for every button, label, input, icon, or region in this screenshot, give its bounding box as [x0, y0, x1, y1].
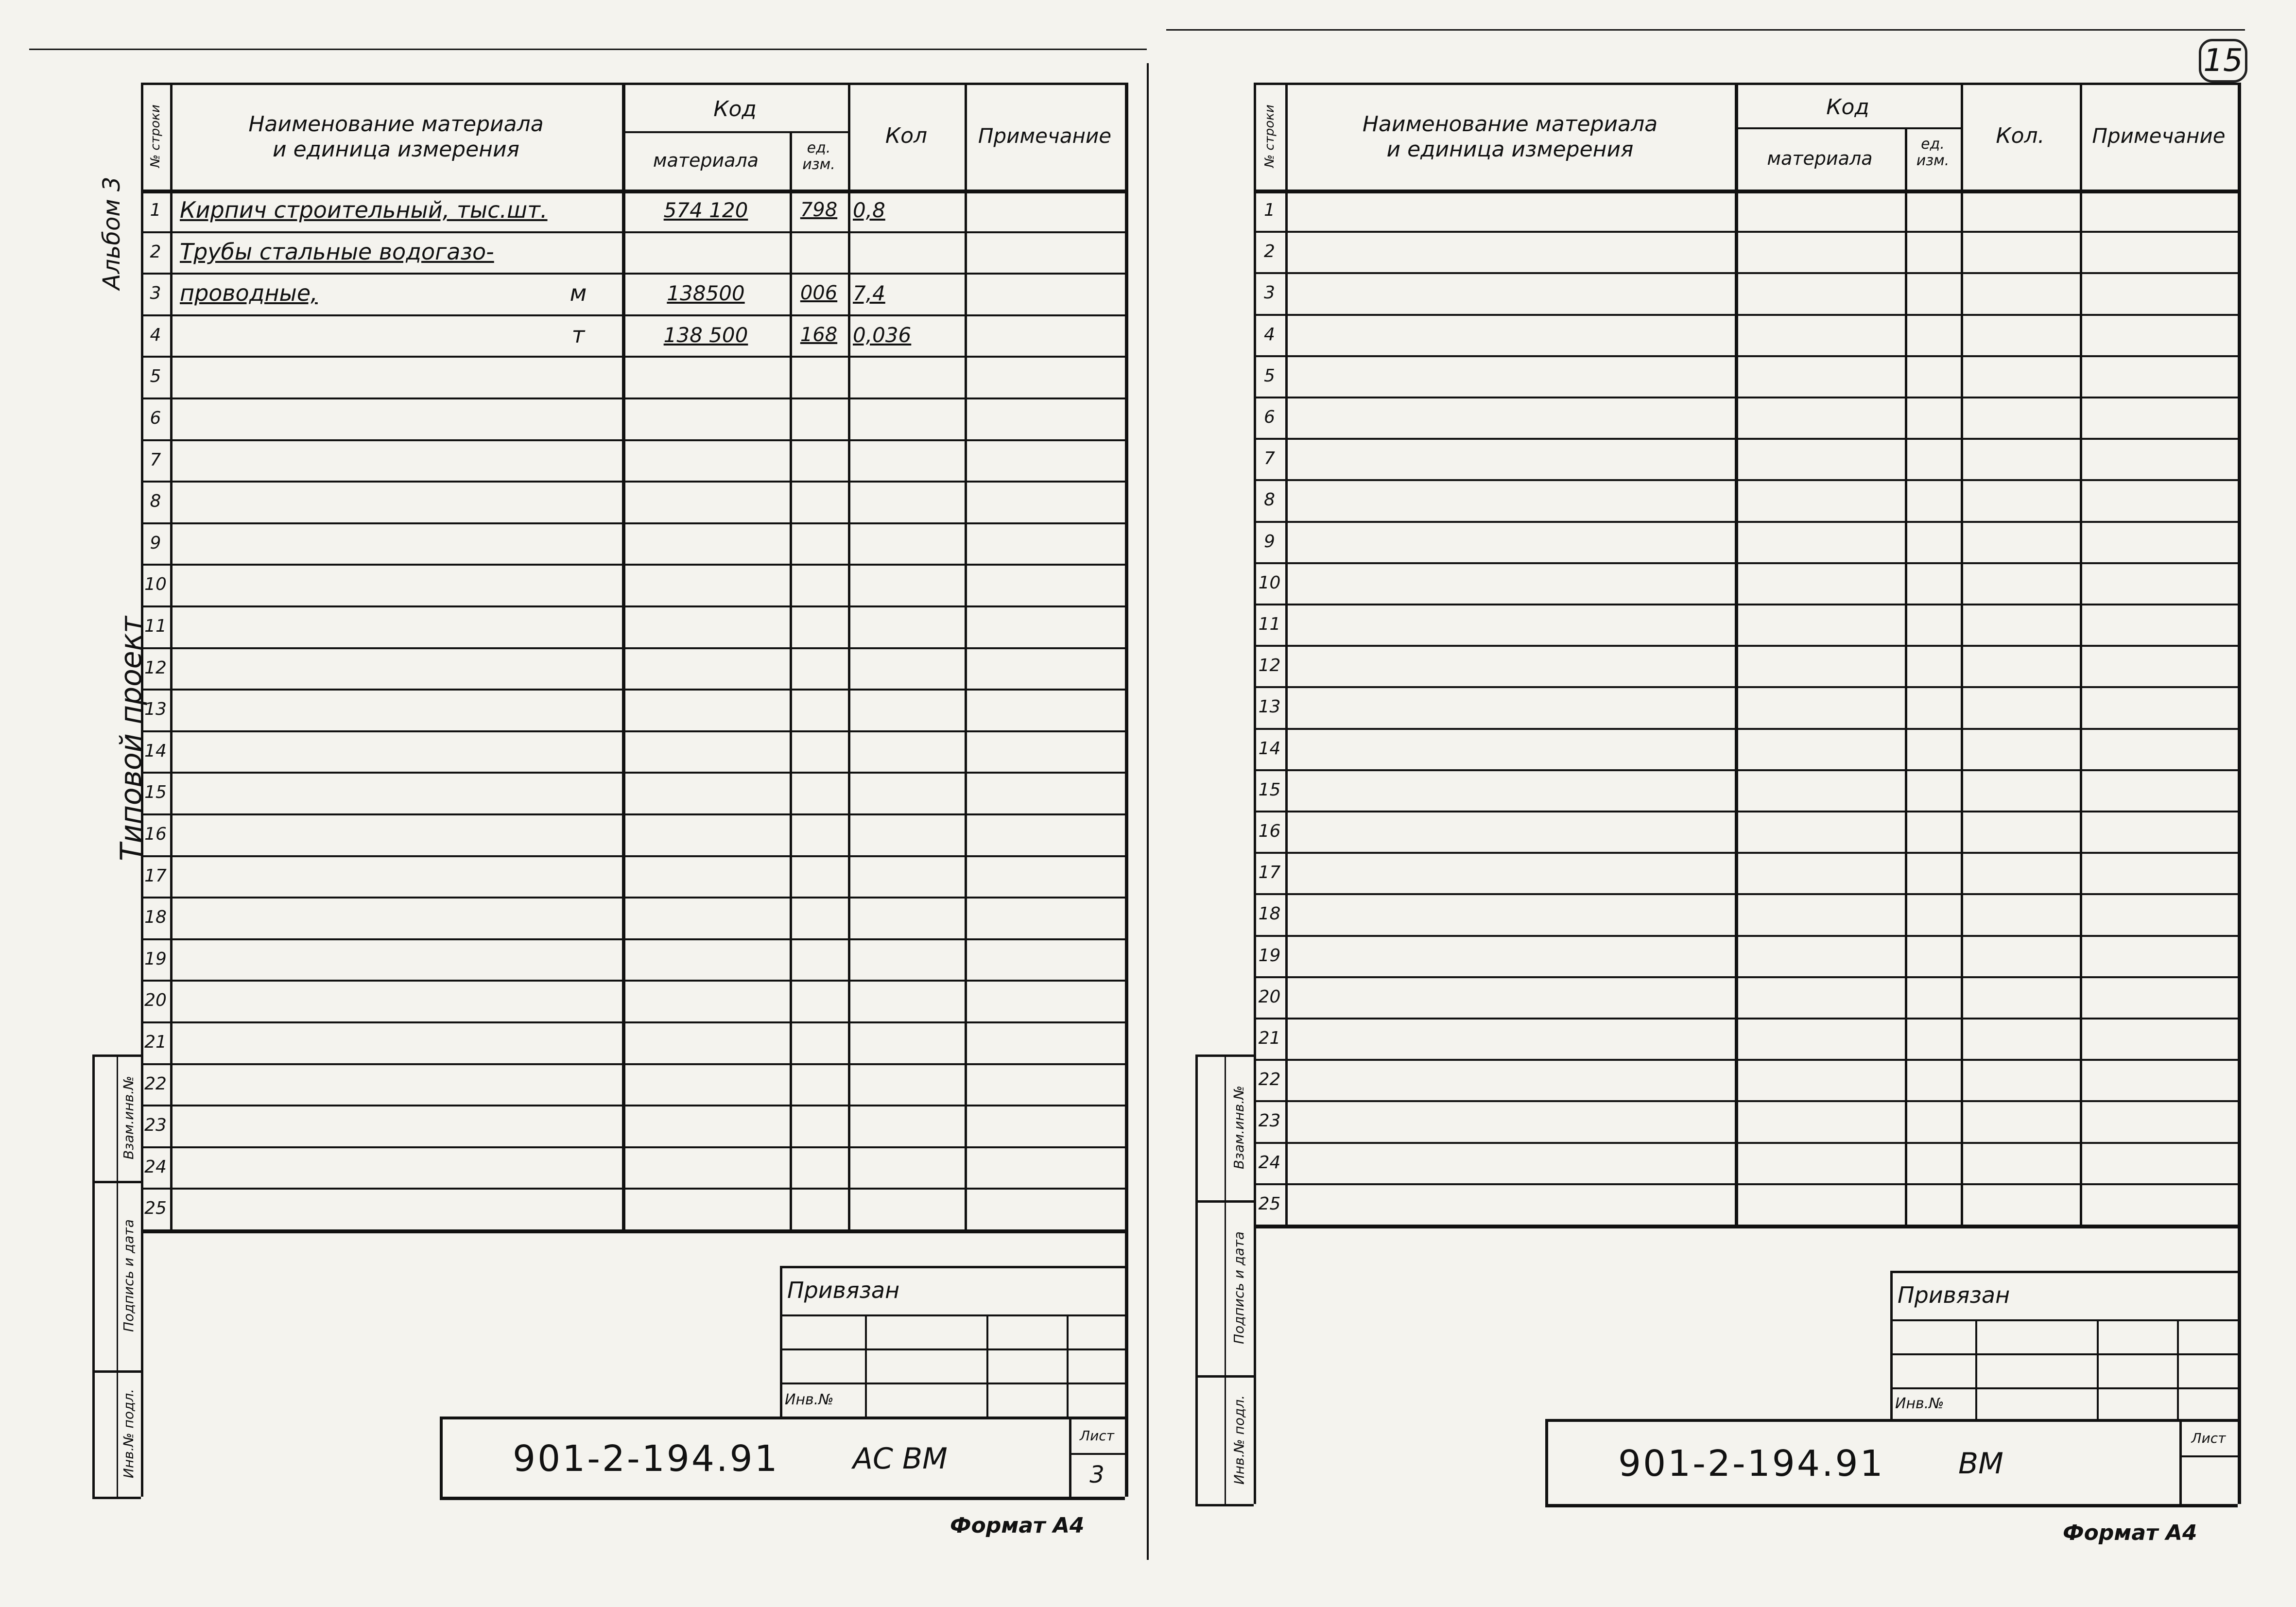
row-number: 17: [144, 865, 167, 886]
album-label: Альбом 3: [98, 176, 125, 290]
stamp-inv-original-label: Инв.№ подл.: [121, 1388, 137, 1479]
privyazan-label: Привязан: [1898, 1282, 2010, 1308]
row-number: 5: [1264, 365, 1275, 386]
row-line: [1254, 1018, 2238, 1019]
stamp-vzam-inv-label: Взам.инв.№: [121, 1075, 137, 1160]
row-number: 23: [144, 1115, 167, 1136]
column-divider: [1735, 83, 1738, 1225]
row-number: 14: [1258, 738, 1281, 759]
row-line: [141, 605, 1125, 607]
row-line: [141, 772, 1125, 774]
row-line: [141, 1188, 1125, 1190]
row-line: [1254, 1142, 2238, 1144]
row-number: 22: [1258, 1070, 1281, 1090]
row-line: [1254, 355, 2238, 357]
row-number: 13: [144, 699, 167, 720]
row-number: 18: [144, 907, 167, 928]
row-number: 25: [1258, 1193, 1281, 1214]
row-number: 4: [1264, 324, 1275, 345]
header-code-material: материала: [1767, 148, 1873, 169]
row-line: [1254, 976, 2238, 978]
document-mark: АС ВМ: [853, 1442, 948, 1476]
stamp-line: [986, 1314, 988, 1417]
row-number: 10: [144, 574, 167, 595]
row-line: [141, 855, 1125, 857]
row-material-name: проводные,: [180, 280, 318, 307]
row-material-name: Кирпич строительный, тыс.шт.: [180, 197, 548, 223]
right-sheet: [1157, 0, 2296, 1607]
row-unit-code: 798: [800, 199, 838, 221]
row-unit-code: 168: [800, 323, 838, 346]
row-number: 1: [1264, 200, 1275, 220]
row-material-code: 138500: [667, 281, 745, 306]
header-code-unit: ед. изм.: [802, 139, 835, 173]
stamp-line: [780, 1266, 1125, 1268]
row-number: 6: [150, 408, 161, 428]
row-line: [1254, 645, 2238, 647]
row-number: 10: [1258, 572, 1281, 593]
row-line: [141, 522, 1125, 524]
row-number: 21: [144, 1032, 167, 1052]
row-line: [1254, 314, 2238, 316]
row-material-name: Трубы стальные водогазо-: [180, 238, 494, 265]
stamp-bottom-line: [440, 1497, 1125, 1500]
row-number: 15: [144, 782, 167, 803]
row-line: [141, 564, 1125, 566]
stamp-bottom-line: [1545, 1504, 2238, 1507]
stamp-line: [2179, 1455, 2238, 1457]
stamp-inv-original-label: Инв.№ подл.: [1231, 1395, 1247, 1485]
row-number: 2: [150, 242, 161, 262]
row-line: [1254, 1183, 2238, 1185]
row-number: 6: [1264, 407, 1275, 427]
document-mark: ВМ: [1958, 1447, 2003, 1481]
inv-no-label: Инв.№: [1895, 1395, 1944, 1412]
stamp-signature-date-label: Подпись и дата: [1231, 1231, 1247, 1344]
row-line: [141, 938, 1125, 940]
stamp-strip-line: [92, 1497, 141, 1499]
header-name: Наименование материала и единица измерения: [248, 112, 544, 162]
row-line: [141, 730, 1125, 732]
row-line: [141, 439, 1125, 441]
stamp-line: [440, 1417, 443, 1497]
column-divider: [1285, 83, 1288, 1225]
header-name: Наименование материала и единица измерения: [1362, 112, 1658, 162]
row-line: [141, 1021, 1125, 1023]
stamp-strip-border: [1195, 1054, 1198, 1504]
sheet-label: Лист: [2191, 1430, 2226, 1446]
stamp-line: [1890, 1353, 2238, 1355]
row-line: [141, 397, 1125, 399]
column-divider: [170, 83, 173, 1229]
row-number: 5: [150, 366, 161, 387]
row-line: [1254, 397, 2238, 398]
row-line: [1254, 935, 2238, 937]
column-divider: [622, 83, 625, 1229]
stamp-line: [1545, 1419, 2238, 1422]
format-label: Формат А4: [2063, 1521, 2197, 1545]
stamp-strip-line: [1225, 1054, 1226, 1504]
row-number: 3: [1264, 283, 1275, 303]
stamp-line: [2177, 1319, 2179, 1419]
stamp-vzam-inv-label: Взам.инв.№: [1231, 1085, 1247, 1170]
document-code: 901-2-194.91: [513, 1438, 779, 1480]
row-number: 16: [1258, 821, 1281, 841]
page-number: 15: [2199, 39, 2247, 83]
row-material-code: 138 500: [663, 323, 748, 347]
row-number: 11: [144, 616, 167, 636]
header-code-unit: ед. изм.: [1916, 136, 1950, 169]
row-number: 1: [150, 200, 161, 220]
header-code-material: материала: [653, 150, 759, 171]
header-row-number: № строки: [148, 104, 163, 168]
row-line: [141, 689, 1125, 691]
row-number: 23: [1258, 1111, 1281, 1131]
row-line: [1254, 604, 2238, 605]
project-label: Типовой проект: [114, 616, 148, 861]
row-number: 21: [1258, 1028, 1281, 1048]
row-number: 20: [1258, 986, 1281, 1007]
row-line: [141, 356, 1125, 358]
row-line: [141, 897, 1125, 899]
table-border-right: [1125, 83, 1128, 1497]
stamp-strip-border: [92, 1054, 95, 1497]
privyazan-label: Привязан: [787, 1277, 900, 1303]
row-number: 20: [144, 990, 167, 1011]
stamp-line: [1890, 1271, 1893, 1419]
row-line: [1254, 231, 2238, 233]
row-line: [141, 1229, 1125, 1233]
row-number: 12: [1258, 656, 1281, 676]
row-number: 19: [144, 949, 167, 969]
stamp-line: [1890, 1319, 2238, 1321]
stamp-line: [1067, 1314, 1069, 1417]
header-bottom-line: [1254, 190, 2238, 193]
stamp-line: [780, 1348, 1125, 1350]
row-line: [1254, 1225, 2238, 1228]
row-line: [1254, 893, 2238, 895]
row-number: 24: [1258, 1152, 1281, 1173]
stamp-border: [141, 1229, 143, 1497]
table-border-right: [2238, 83, 2241, 1504]
stamp-line: [1545, 1419, 1548, 1504]
row-line: [141, 980, 1125, 982]
row-line: [1254, 272, 2238, 274]
row-line: [1254, 562, 2238, 564]
row-number: 8: [1264, 490, 1275, 510]
row-line: [1254, 852, 2238, 854]
header-note: Примечание: [978, 124, 1112, 148]
row-line: [141, 813, 1125, 815]
stamp-signature-date-label: Подпись и дата: [121, 1219, 137, 1332]
row-unit-code: 006: [800, 282, 838, 305]
row-unit-label: т: [571, 321, 585, 348]
row-quantity: 0,8: [853, 198, 885, 222]
row-line: [1254, 686, 2238, 688]
row-number: 8: [150, 491, 161, 512]
row-number: 9: [1264, 531, 1275, 552]
row-line: [1254, 811, 2238, 812]
row-line: [141, 647, 1125, 649]
header-note: Примечание: [2092, 124, 2226, 148]
stamp-line: [780, 1266, 782, 1417]
sheet-fold-line: [1147, 63, 1149, 1560]
inv-no-label: Инв.№: [785, 1391, 834, 1408]
stamp-strip-line: [117, 1054, 118, 1497]
row-number: 3: [150, 283, 161, 304]
sheet-frame: [29, 49, 1147, 50]
stamp-line: [1890, 1271, 2238, 1273]
row-number: 15: [1258, 779, 1281, 800]
row-line: [1254, 1100, 2238, 1102]
header-quantity: Кол: [885, 123, 928, 148]
row-line: [1254, 728, 2238, 730]
row-number: 19: [1258, 945, 1281, 966]
row-number: 25: [144, 1198, 167, 1219]
header-row-number: № строки: [1262, 104, 1277, 168]
sheet-label: Лист: [1080, 1428, 1114, 1444]
row-number: 22: [144, 1073, 167, 1094]
row-number: 9: [150, 533, 161, 553]
stamp-line: [2097, 1319, 2099, 1419]
row-line: [141, 481, 1125, 483]
row-number: 12: [144, 657, 167, 678]
row-number: 2: [1264, 242, 1275, 262]
format-label: Формат А4: [950, 1513, 1085, 1538]
row-line: [1254, 1059, 2238, 1061]
column-divider: [848, 83, 850, 1229]
row-line: [1254, 479, 2238, 481]
stamp-border: [1254, 1225, 1256, 1504]
row-number: 14: [144, 741, 167, 761]
row-line: [141, 1146, 1125, 1148]
column-divider: [1961, 83, 1963, 1225]
row-number: 7: [1264, 449, 1275, 469]
row-number: 18: [1258, 904, 1281, 924]
row-number: 4: [150, 325, 161, 345]
row-number: 16: [144, 824, 167, 844]
column-divider: [2080, 83, 2082, 1225]
stamp-strip-line: [1195, 1504, 1254, 1506]
stamp-line: [780, 1314, 1125, 1316]
header-quantity: Кол.: [1996, 123, 2045, 148]
stamp-line: [440, 1417, 1125, 1419]
row-number: 24: [144, 1157, 167, 1177]
header-code: Код: [1826, 95, 1869, 120]
row-number: 7: [150, 449, 161, 470]
row-quantity: 0,036: [853, 323, 912, 347]
row-line: [141, 1105, 1125, 1106]
row-number: 13: [1258, 697, 1281, 717]
row-number: 17: [1258, 863, 1281, 883]
row-line: [1254, 521, 2238, 523]
row-line: [141, 1063, 1125, 1065]
sheet-frame: [1166, 29, 2245, 31]
column-divider: [965, 83, 967, 1229]
header-code: Код: [713, 97, 757, 121]
row-number: 11: [1258, 614, 1281, 634]
row-unit-label: м: [570, 280, 587, 307]
row-line: [1254, 769, 2238, 771]
row-quantity: 7,4: [853, 281, 885, 306]
document-code: 901-2-194.91: [1618, 1443, 1885, 1485]
sheet-number: 3: [1089, 1461, 1105, 1488]
row-material-code: 574 120: [663, 198, 748, 222]
stamp-line: [1069, 1453, 1125, 1455]
row-line: [1254, 438, 2238, 440]
